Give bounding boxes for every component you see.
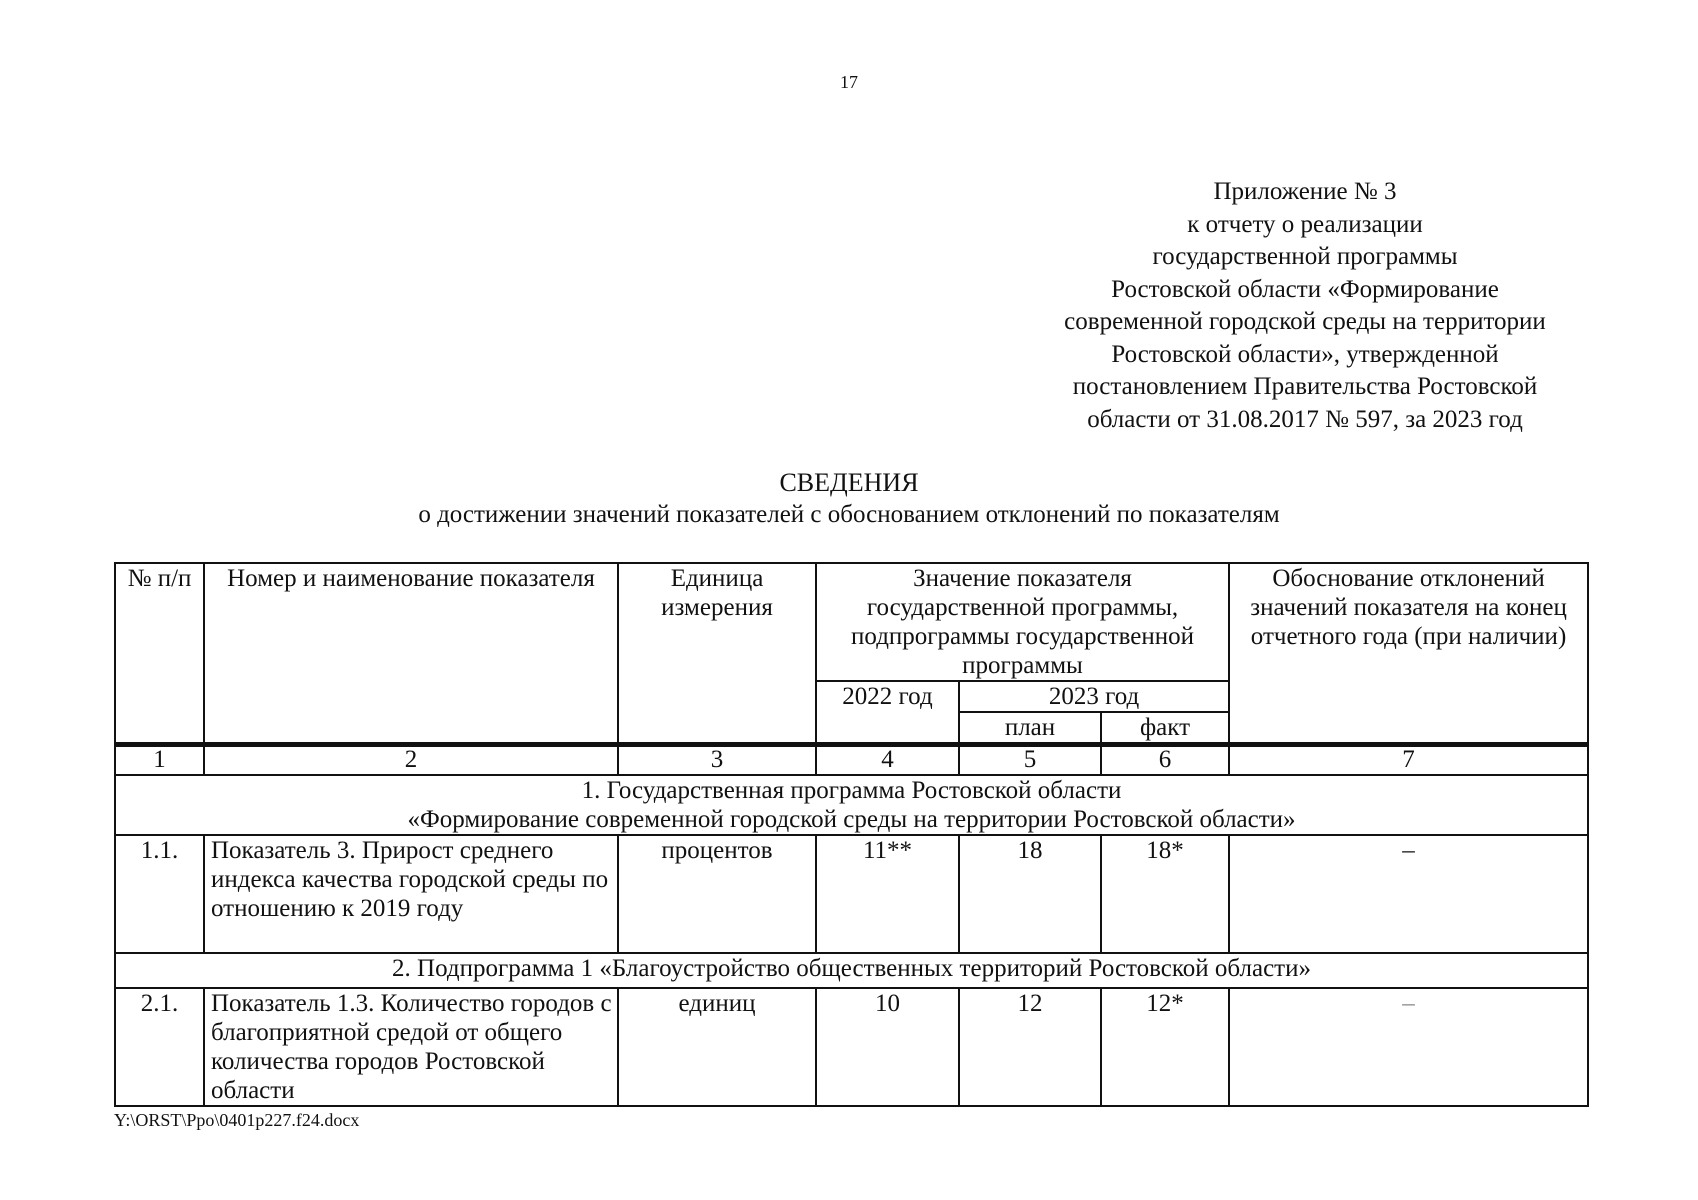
appendix-line: постановлением Правительства Ростовской xyxy=(1072,373,1538,400)
column-number: 5 xyxy=(959,745,1101,775)
column-number: 7 xyxy=(1229,745,1588,775)
header-row xyxy=(115,563,1588,681)
row-indicator-name: Показатель 3. Прирост среднего индекса качества городской среды по отношению к 2019 году xyxy=(204,835,618,953)
header-name: Номер и наименование показателя xyxy=(204,563,618,745)
section-title-line: 1. Государственная программа Ростовской области xyxy=(581,776,1122,804)
row-num: 2.1. xyxy=(115,988,204,1106)
row-value-2022: 11** xyxy=(816,835,959,953)
indicators-table xyxy=(114,562,1589,1107)
row-fact: 18* xyxy=(1101,835,1229,953)
header-unit: Единица измерения xyxy=(618,563,816,745)
appendix-line: области от 31.08.2017 № 597, за 2023 год xyxy=(1087,405,1523,433)
section-title: 2. Подпрограмма 1 «Благоустройство общественных территорий Ростовской области» xyxy=(115,953,1588,988)
column-number: 1 xyxy=(115,745,204,775)
section-title-line: «Формирование современной городской среды на территории Ростовской области» xyxy=(407,805,1296,833)
row-justification: – xyxy=(1229,988,1588,1106)
header-fact: факт xyxy=(1101,712,1229,745)
document-subtitle: о достижении значений показателей с обоснованием отклонений по показателям xyxy=(418,501,1280,528)
header-year-2023: 2023 год xyxy=(959,681,1229,712)
document-title: СВЕДЕНИЯ xyxy=(779,468,919,497)
header-justification: Обоснование отклонений значений показателя на конец отчетного года (при наличии) xyxy=(1229,563,1588,745)
header-plan: план xyxy=(959,712,1101,745)
column-numbers-row xyxy=(115,745,1588,775)
header-year-2022: 2022 год xyxy=(816,681,959,745)
table-row xyxy=(115,835,1588,953)
column-number: 4 xyxy=(816,745,959,775)
row-indicator-name: Показатель 1.3. Количество городов с благоприятной средой от общего количества городов Ростовской области xyxy=(204,988,618,1106)
column-number: 6 xyxy=(1101,745,1229,775)
row-plan: 18 xyxy=(959,835,1101,953)
header-num: № п/п xyxy=(115,563,204,745)
row-plan: 12 xyxy=(959,988,1101,1106)
section-row xyxy=(115,775,1588,835)
appendix-line: государственной программы xyxy=(1152,243,1458,270)
table-row xyxy=(115,988,1588,1106)
row-unit: процентов xyxy=(618,835,816,953)
appendix-line: Ростовской области», утвержденной xyxy=(1111,340,1499,368)
row-unit: единиц xyxy=(618,988,816,1106)
row-justification: – xyxy=(1229,835,1588,953)
section-title xyxy=(115,775,1588,835)
section-row xyxy=(115,953,1588,988)
column-number: 3 xyxy=(618,745,816,775)
appendix-block xyxy=(1030,176,1580,436)
appendix-line: современной городской среды на территории xyxy=(1064,308,1546,335)
column-number: 2 xyxy=(204,745,618,775)
row-num: 1.1. xyxy=(115,835,204,953)
appendix-line: Приложение № 3 xyxy=(1213,178,1397,205)
row-value-2022: 10 xyxy=(816,988,959,1106)
appendix-line: к отчету о реализации xyxy=(1187,210,1423,238)
page-number: 17 xyxy=(840,72,858,92)
header-value-group: Значение показателя государственной программы, подпрограммы государственной программы xyxy=(816,563,1229,681)
footer-file-path: Y:\ORST\Ppo\0401p227.f24.docx xyxy=(114,1110,360,1130)
row-fact: 12* xyxy=(1101,988,1229,1106)
appendix-line: Ростовской области «Формирование xyxy=(1111,275,1499,303)
